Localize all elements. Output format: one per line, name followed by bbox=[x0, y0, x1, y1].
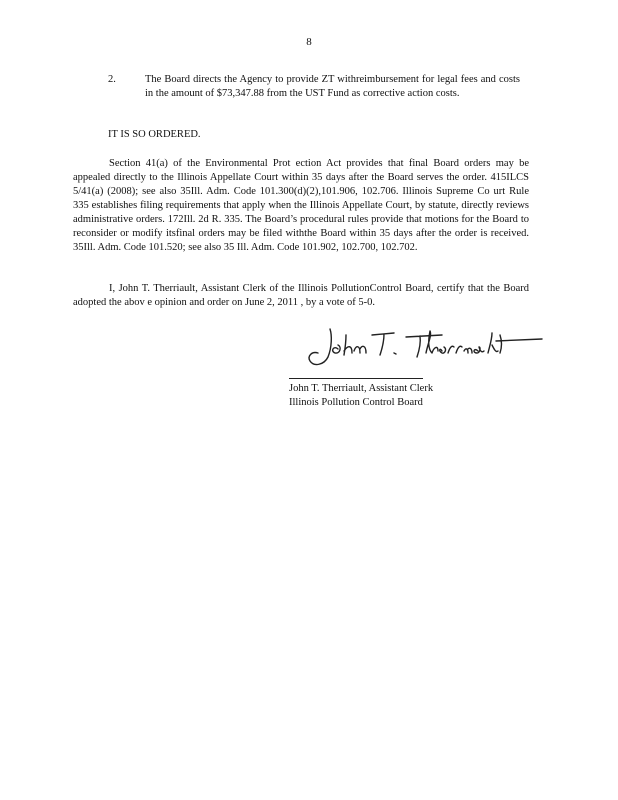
certification-paragraph bbox=[73, 282, 529, 310]
ordered-statement: IT IS SO ORDERED. bbox=[108, 129, 201, 140]
signature-line bbox=[289, 378, 423, 379]
signer-organization: Illinois Pollution Control Board bbox=[289, 397, 423, 408]
item-text: The Board directs the Agency to provide ZT withreimbursement for legal fees and costs in the amount of $73,347.88 from the UST Fund as corrective action costs. bbox=[145, 74, 520, 99]
handwritten-signature bbox=[302, 315, 552, 375]
item-number: 2. bbox=[108, 74, 116, 85]
page-number: 8 bbox=[306, 36, 312, 48]
appeal-paragraph-text: Section 41(a) of the Environmental Prot ection Act provides that final Board orders may be appealed directly to the Illinois Appellate Court within 35 days after the Board serves the order. 415ILCS 5/41(a) (2008); see also 35Ill. Adm. Code 101.300(d)(2),101.906, 102.706. Illinois Supreme Co urt Rule 335 establishes filing requirements that apply when the Illinois Appellate Court, by statute, directly reviews administrative orders. 172Ill. 2d R. 335. The Board’s procedural rules provide that motions for the Board to reconsider or modify itsfinal orders may be filed withthe Board within 35 days after the order is received. 35Ill. Adm. Code 101.520; see also 35 Ill. Adm. Code 101.902, 102.700, 102.702. bbox=[73, 158, 529, 253]
signature-block bbox=[289, 382, 433, 410]
numbered-item bbox=[108, 73, 520, 101]
certification-paragraph-text: I, John T. Therriault, Assistant Clerk of the Illinois PollutionControl Board, certify that the Board adopted the abov e opinion and order on June 2, 2011 , by a vote of 5-0. bbox=[73, 283, 529, 308]
signer-name-title: John T. Therriault, Assistant Clerk bbox=[289, 383, 434, 394]
appeal-paragraph bbox=[73, 157, 529, 255]
